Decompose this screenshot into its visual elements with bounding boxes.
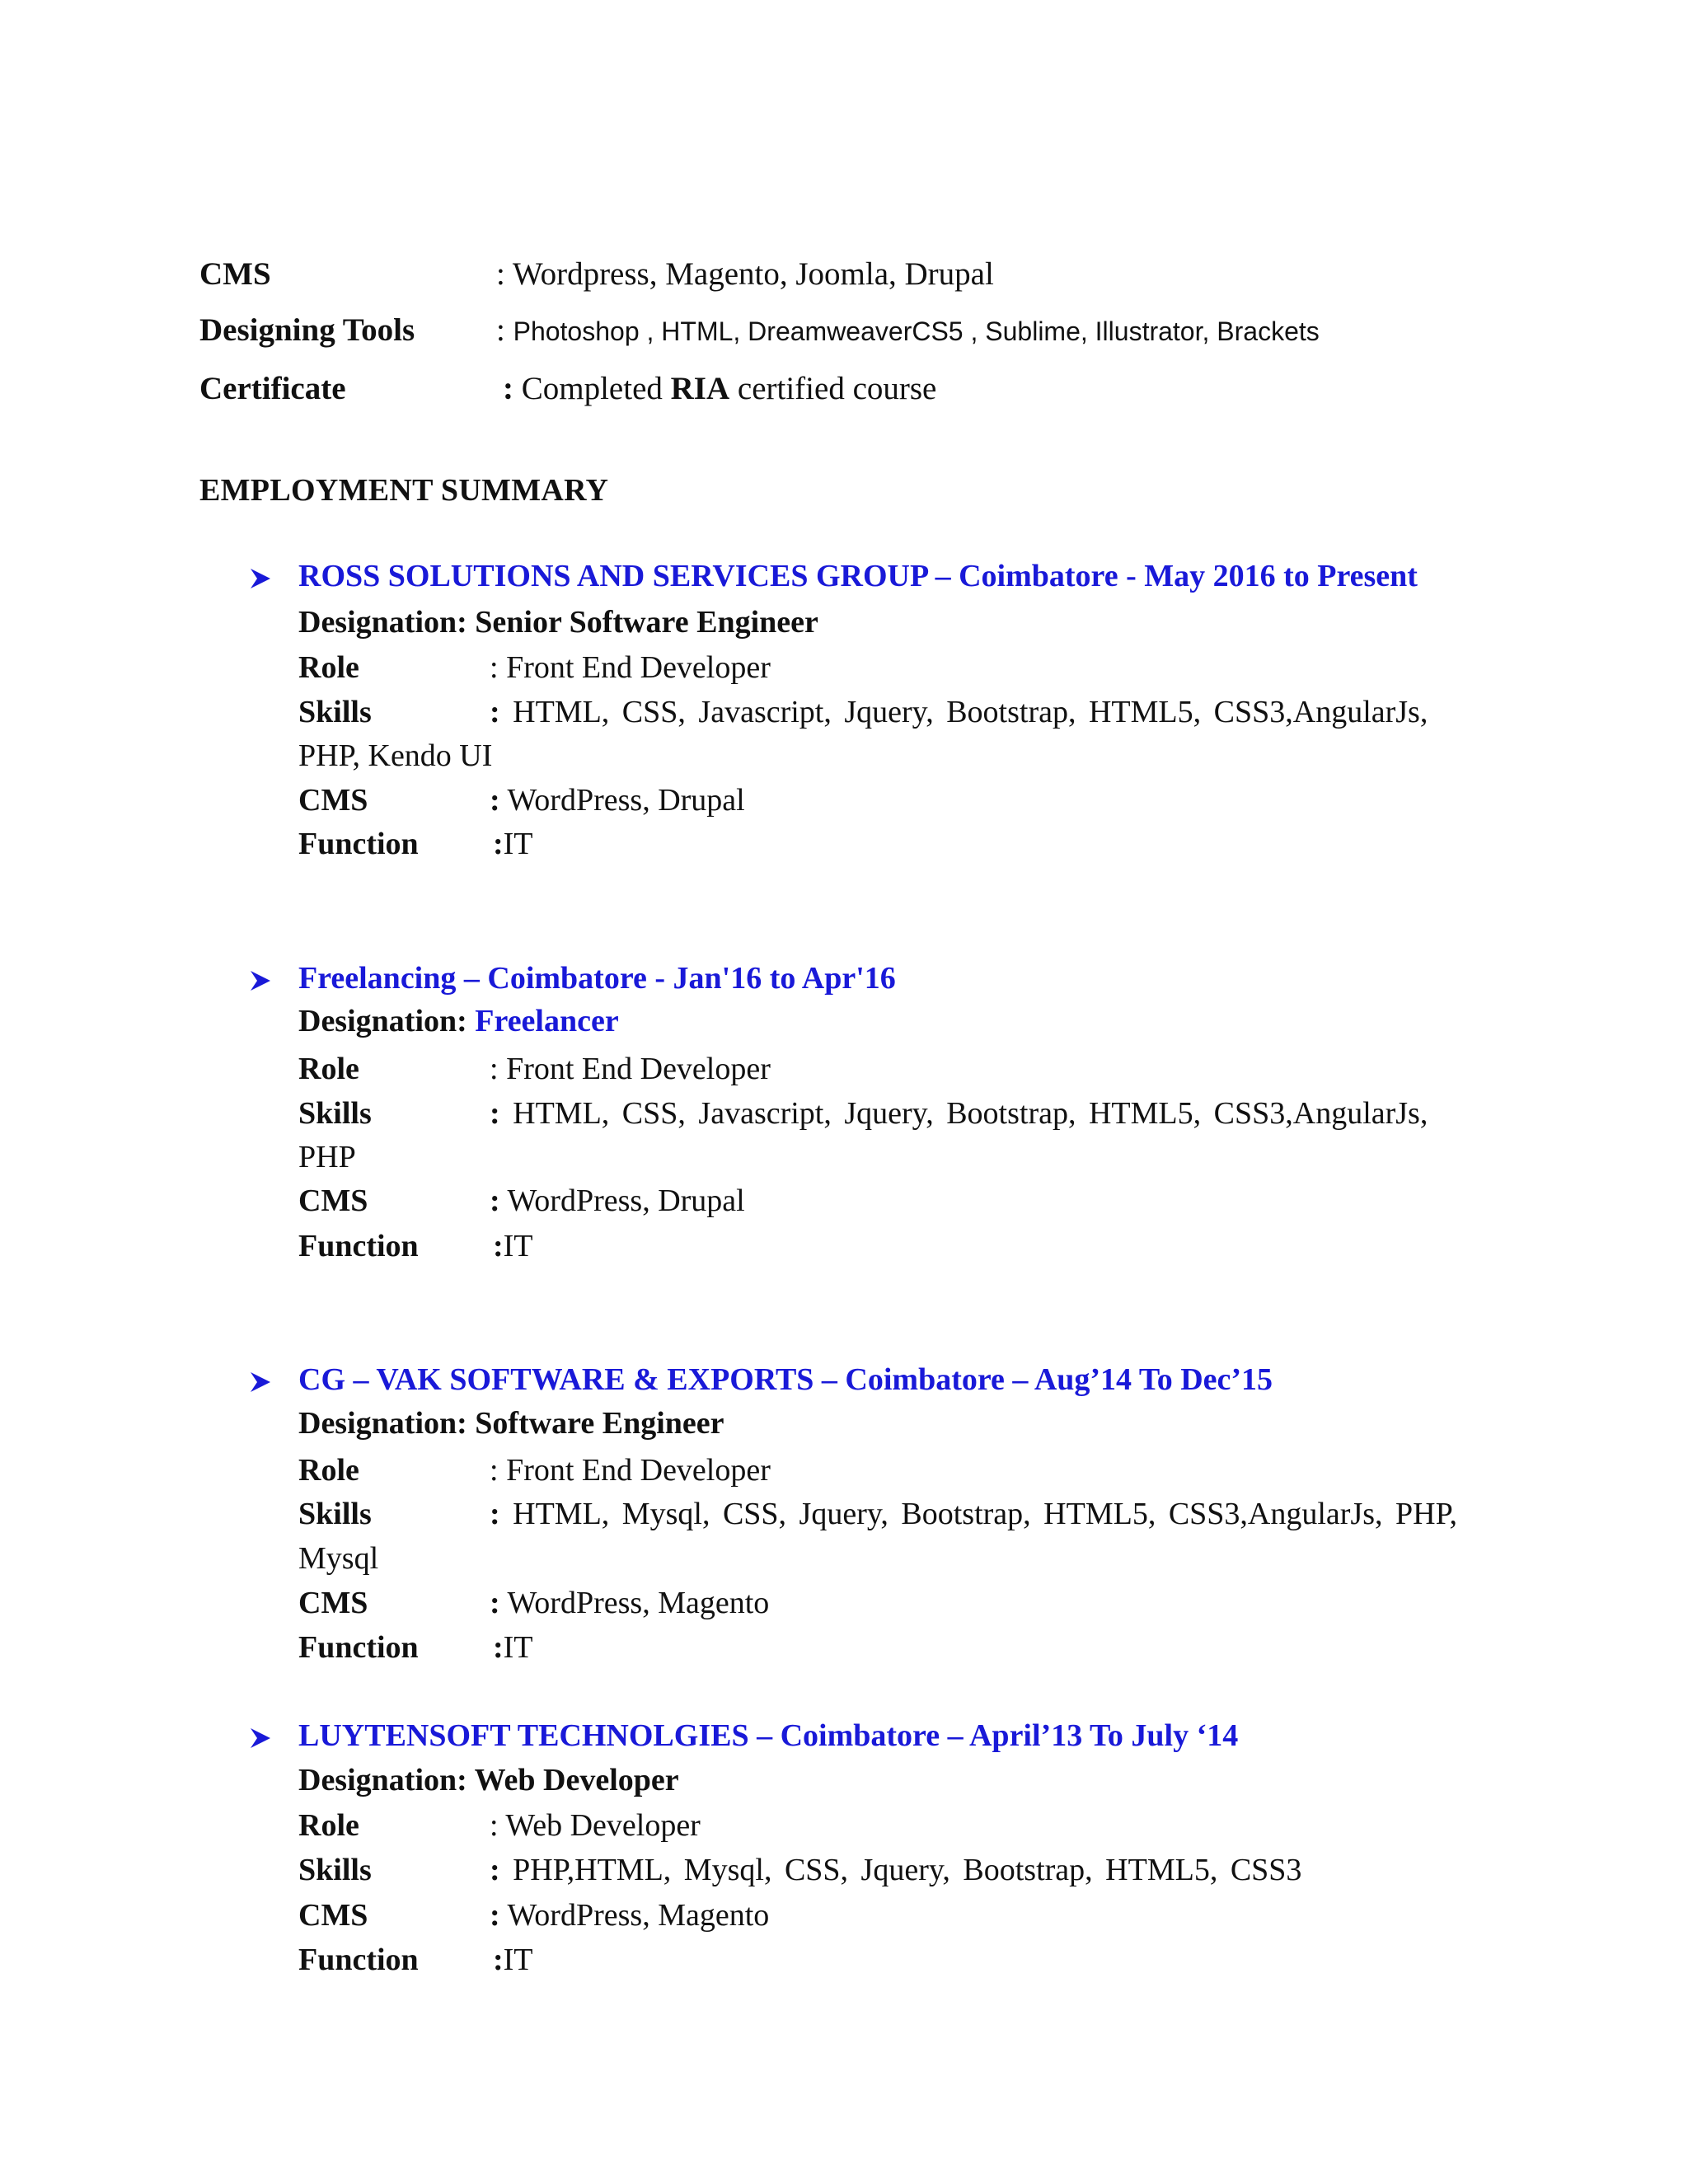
separator: : [496,312,505,348]
cms-value: : WordPress, Magento [490,1898,770,1933]
skills-label: Skills [298,695,372,729]
function-label: Function [298,1229,419,1263]
designation-label: Designation: [298,1004,467,1038]
cms-value: : WordPress, Drupal [490,1183,745,1218]
top-value-cms [496,258,994,290]
separator: : [496,256,505,292]
cms-value: Wordpress, Magento, Joomla, Drupal [512,256,994,292]
role-label: Role [298,1052,359,1086]
designation-row [298,1765,679,1796]
certificate-bold: RIA [670,371,730,406]
arrow-bullet-icon [247,968,274,994]
arrow-bullet-icon [247,1369,274,1395]
separator: : [503,371,513,406]
role-label: Role [298,1453,359,1488]
function-value: :IT [493,1229,533,1263]
skills-value: : PHP,HTML, Mysql, CSS, Jquery, Bootstrap, HTML5, CSS3 [490,1853,1302,1887]
designation-value: Freelancer [475,1004,619,1038]
function-value: :IT [493,1943,533,1977]
arrow-bullet-icon [247,1725,274,1751]
designing-tools-value: Photoshop , HTML, DreamweaverCS5 , Sublime, Illustrator, Brackets [513,316,1320,346]
job-title: ROSS SOLUTIONS AND SERVICES GROUP – Coimbatore - May 2016 to Present [298,559,1418,593]
job-title: Freelancing – Coimbatore - Jan'16 to Apr'16 [298,961,896,996]
designation-row [298,1408,724,1439]
skills-continued: PHP, Kendo UI [298,738,493,773]
designation-value: Web Developer [474,1763,679,1797]
cms-label: CMS [298,783,368,818]
top-label-designing-tools: Designing Tools [199,312,415,348]
cms-label: CMS [298,1586,368,1620]
skills-value: : HTML, Mysql, CSS, Jquery, Bootstrap, HTML5, CSS3,AngularJs, PHP, [490,1497,1458,1531]
top-label-cms: CMS [199,256,271,292]
role-value: : Front End Developer [490,1453,771,1488]
certificate-pre: Completed [521,371,671,406]
function-value: :IT [493,827,533,861]
section-title: EMPLOYMENT SUMMARY [199,473,609,508]
role-label: Role [298,650,359,685]
designation-row [298,1005,619,1037]
role-label: Role [298,1808,359,1843]
skills-value: : HTML, CSS, Javascript, Jquery, Bootstrap, HTML5, CSS3,AngularJs, [490,695,1428,729]
top-value-designing-tools [496,314,1320,346]
role-value: : Front End Developer [490,1052,771,1086]
top-label-certificate: Certificate [199,371,346,406]
skills-continued: Mysql [298,1541,379,1576]
function-label: Function [298,1630,419,1665]
function-label: Function [298,827,419,861]
designation-row [298,607,818,638]
skills-value: : HTML, CSS, Javascript, Jquery, Bootstrap, HTML5, CSS3,AngularJs, [490,1096,1428,1131]
cms-value: : WordPress, Drupal [490,783,745,818]
cms-label: CMS [298,1183,368,1218]
function-label: Function [298,1943,419,1977]
cms-label: CMS [298,1898,368,1933]
role-value: : Front End Developer [490,650,771,685]
skills-label: Skills [298,1853,372,1887]
top-value-certificate [503,373,936,405]
skills-continued: PHP [298,1140,356,1174]
designation-value: Senior Software Engineer [475,605,818,640]
function-value: :IT [493,1630,533,1665]
job-title: CG – VAK SOFTWARE & EXPORTS – Coimbatore – Aug’14 To Dec’15 [298,1362,1273,1397]
skills-label: Skills [298,1096,372,1131]
arrow-bullet-icon [247,565,274,592]
designation-label: Designation: [298,605,467,640]
role-value: : Web Developer [490,1808,701,1843]
designation-label: Designation: [298,1406,467,1441]
designation-value: Software Engineer [475,1406,724,1441]
designation-label: Designation: [298,1763,467,1797]
job-title: LUYTENSOFT TECHNOLGIES – Coimbatore – April’13 To July ‘14 [298,1718,1239,1753]
cms-value: : WordPress, Magento [490,1586,770,1620]
skills-label: Skills [298,1497,372,1531]
certificate-post: certified course [729,371,937,406]
